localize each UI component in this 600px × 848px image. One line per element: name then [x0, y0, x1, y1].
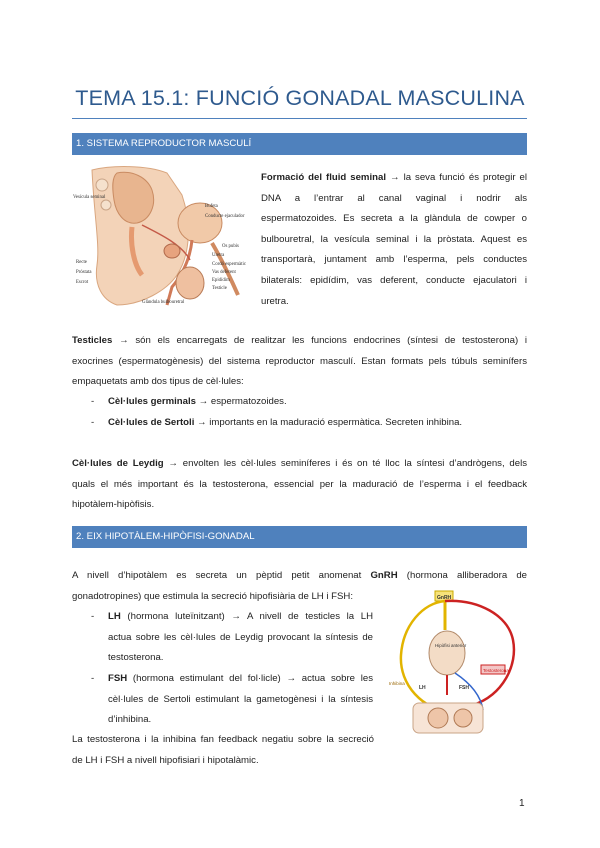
label-vas-deferent: Vas deferent: [212, 270, 236, 275]
leydig-term: Cèl·lules de Leydig: [72, 458, 164, 469]
label-glandula-bulbouretral: Glàndula bulbouretral: [142, 300, 185, 305]
testicles-term: Testicles: [72, 335, 113, 346]
label-inhibina: Inhibina: [389, 681, 405, 686]
bullet-germinals: Cèl·lules germinals → espermatozoides.: [108, 396, 287, 407]
reproductive-system-figure: [72, 165, 252, 313]
label-conducte-ejaculador: Conducte ejaculador: [205, 214, 245, 219]
label-epididim: Epidídim: [212, 278, 230, 283]
label-bufeta: Bufeta: [205, 204, 218, 209]
label-testicle: Testicle: [212, 286, 227, 291]
bullet-dash: -: [91, 417, 95, 428]
bullet-sertoli: Cèl·lules de Sertoli → importants en la maduració espermàtica. Secreten inhibina.: [108, 417, 463, 428]
label-fsh: FSH: [459, 685, 469, 691]
label-os-pubis: Os pubis: [222, 244, 239, 249]
fluid-seminal-term: Formació del fluid seminal: [261, 172, 386, 183]
fluid-seminal-paragraph: Formació del fluid seminal → la seva funció és protegir el DNA a l’entrar al canal vaginal i nodrir als espermatozoides. Es secreta a la glàndula de cowper o bulbouretral, la vesícula seminal i la pròstata. Aquest es transportarà, juntament amb l’esperma, pels conductes bilaterals: epidídim, vas deferent, conducte ejaculatori i uretra.: [261, 172, 527, 307]
hpg-axis-figure: [383, 585, 528, 745]
label-uretra: Uretra: [212, 253, 225, 258]
label-recte: Recte: [76, 260, 87, 265]
title-underline: [72, 118, 527, 119]
leydig-paragraph: Cèl·lules de Leydig → envolten les cèl·lules seminíferes i és on té lloc la síntesi d’andrògens, dels quals el més important és la testosterona, essencial per la maduració de l’esperma i el feedback hipotàlem-hipòfisis.: [72, 458, 527, 511]
fsh-term: FSH: [108, 673, 128, 684]
label-vesicula-seminal: Vesícula seminal: [73, 195, 106, 200]
label-testosterona: Testosterona: [483, 668, 509, 673]
section-heading-1: 1. SISTEMA REPRODUCTOR MASCULÍ: [72, 133, 527, 155]
bullet-dash: -: [91, 396, 95, 407]
testicles-paragraph: Testicles → són els encarregats de realitzar les funcions endocrines (síntesi de testosterona) i exocrines (espermatogènesis) del sistema reproductor masculí. Estan formats pels túbuls seminífers empaquetats amb dos tipus de cèl·lules:: [72, 335, 527, 388]
feedback-paragraph: La testosterona i la inhibina fan feedback negatiu sobre la secreció de LH i FSH a nivell hipofisiari i hipotalàmic.: [72, 734, 374, 766]
label-escrot: Escrot: [76, 280, 89, 285]
label-hipofisi: Hipòfisi anterior: [435, 643, 467, 648]
bullet-dash: -: [91, 611, 95, 622]
page-number: 1: [519, 798, 525, 809]
gnrh-paragraph: A nivell d’hipotàlem es secreta un pèptid petit anomenat GnRH (hormona alliberadora de gonadotropines) que estimula la secreció hipofisiària de LH i FSH:: [72, 570, 527, 602]
label-prostata: Próstata: [76, 270, 92, 275]
gnrh-term: GnRH: [370, 570, 398, 581]
label-cordo-espermatic: Cordó espermàtic: [212, 262, 246, 267]
label-gnrh: GnRH: [437, 595, 452, 601]
label-lh: LH: [419, 685, 426, 691]
page-title: TEMA 15.1: FUNCIÓ GONADAL MASCULINA: [75, 86, 525, 110]
bullet-dash: -: [91, 673, 95, 684]
fsh-bullet: FSH (hormona estimulant del fol·licle) → actua sobre les cèl·lules de Sertoli estimulant la gametogènesi i la síntesis d’inhibina.: [108, 673, 373, 726]
lh-bullet: LH (hormona luteïnitzant) → A nivell de testicles la LH actua sobre les cèl·lules de Leydig provocant la síntesis de testosterona.: [108, 611, 373, 664]
section-heading-2: 2. EIX HIPOTÀLEM-HIPÒFISI-GONADAL: [72, 526, 527, 548]
lh-term: LH: [108, 611, 121, 622]
